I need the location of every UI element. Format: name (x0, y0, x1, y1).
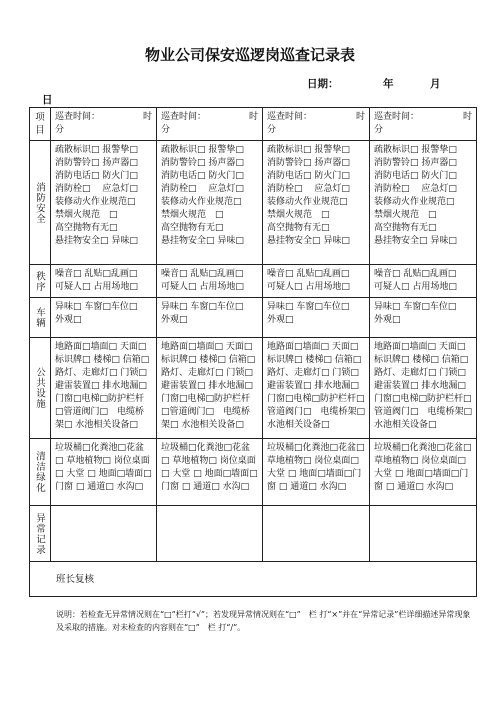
row-header-vehicle: 车辆 (30, 298, 51, 338)
hour-unit-label: 时 (462, 112, 472, 122)
inspection-time-label: 巡查时间： (55, 112, 101, 122)
inspection-time-label-row (374, 111, 472, 124)
check-cell-clean[interactable] (157, 439, 263, 506)
check-cell-clean[interactable] (51, 439, 157, 506)
checklist-line: 禁烟火规范 □ (55, 210, 118, 220)
hour-unit-label: 时 (142, 112, 152, 122)
checklist-line: 外观□ (161, 315, 188, 325)
date-month-label: 月 (430, 78, 441, 90)
check-cell-vehicle[interactable] (51, 298, 157, 338)
checklist-line: 地路面□墙面□ 天面□ 标识牌□ 楼梯□ 信箱□ 路灯、走廊灯□ 门锁□ 避雷装置□ 排水地漏□ 门窗□电梯□防护栏杆□管道阀门□ 电缆桥架□ 水池相关设备□ (55, 342, 150, 430)
checklist-line: 悬挂物安全□ 异味□ (267, 236, 350, 246)
checklist-line: 垃圾桶□化粪池□花盆□ 草地植物□ 岗位桌面□ 大堂 □ 地面□墙面□门窗 □ 通道□ 水沟□ (55, 443, 152, 492)
checklist-line: 地路面□墙面□ 天面□ 标识牌□ 楼梯□ 信箱□ 路灯、走廊灯□ 门锁□ 避雷装置□ 排水地漏□ 门窗□电梯□防护栏杆□管道阀门□ 电缆桥架□ 水池相关设备□ (161, 342, 256, 430)
time-cell[interactable] (370, 108, 477, 141)
table-row (30, 439, 477, 506)
check-cell-abnormal[interactable] (370, 506, 477, 562)
checklist-line: 悬挂物安全□ 异味□ (55, 236, 138, 246)
checklist-line: 装修动火作业规范□ (374, 197, 455, 207)
minute-unit-label: 分 (267, 125, 277, 135)
checklist-line: 噪音□ 乱贴□乱画□ (161, 269, 244, 279)
page-title: 物业公司保安巡逻岗巡查记录表 (144, 46, 355, 64)
checklist-line: 消防警铃□ 扬声器□ (374, 158, 457, 168)
checklist-line: 疏散标识□ 报警挚□ (161, 145, 244, 155)
checklist-line: 消防栓□ 应急灯□ (161, 184, 244, 194)
check-cell-abnormal[interactable] (51, 506, 157, 562)
check-cell-fire[interactable] (157, 141, 263, 265)
supervisor-review-label: 班长复核 (30, 562, 477, 597)
checklist-line: 高空抛物有无□ (267, 223, 330, 233)
time-cell[interactable] (263, 108, 370, 141)
check-cell-order[interactable] (157, 265, 263, 298)
supervisor-row (30, 562, 477, 597)
checklist-line: 噪音□ 乱贴□乱画□ (55, 269, 138, 279)
check-cell-facility[interactable] (157, 338, 263, 439)
table-row (30, 141, 477, 265)
table-header-row (30, 108, 477, 141)
check-cell-order[interactable] (263, 265, 370, 298)
inspection-time-label: 巡查时间： (374, 112, 420, 122)
checklist-line: 高空抛物有无□ (161, 223, 224, 233)
checklist-line: 可疑人□ 占用场地□ (374, 282, 457, 292)
date-day-label: 日 (42, 94, 53, 106)
checklist-line: 异味□ 车窗□车位□ (374, 302, 457, 312)
checklist-line: 禁烟火规范 □ (267, 210, 330, 220)
checklist-line: 消防电话□ 防火门□ (161, 171, 244, 181)
row-header-fire: 消防安全 (30, 141, 51, 265)
check-cell-facility[interactable] (51, 338, 157, 439)
table-row (30, 338, 477, 439)
check-cell-clean[interactable] (263, 439, 370, 506)
column-header-item: 项目 (30, 108, 51, 141)
checklist-line: 禁烟火规范 □ (374, 210, 437, 220)
checklist-line: 异味□ 车窗□车位□ (267, 302, 350, 312)
hour-unit-label: 时 (355, 112, 365, 122)
date-year-label: 年 (383, 78, 394, 90)
checklist-line: 消防电话□ 防火门□ (55, 171, 138, 181)
check-cell-vehicle[interactable] (263, 298, 370, 338)
checklist-line: 垃圾桶□化粪池□花盆□ 草地植物□ 岗位桌面□ 大堂 □ 地面□墙面□门窗 □ 通道□ 水沟□ (267, 443, 365, 492)
checklist-line: 消防电话□ 防火门□ (267, 171, 350, 181)
checklist-line: 装修动火作业规范□ (267, 197, 348, 207)
checklist-line: 装修动火作业规范□ (55, 197, 136, 207)
check-cell-vehicle[interactable] (370, 298, 477, 338)
inspection-time-label-row (267, 111, 365, 124)
checklist-line: 消防警铃□ 扬声器□ (267, 158, 350, 168)
checklist-line: 垃圾桶□化粪池□花盆□ 草地植物□ 岗位桌面□ 大堂 □ 地面□墙面□门窗 □ 通道□ 水沟□ (161, 443, 258, 492)
table-row (30, 265, 477, 298)
checklist-line: 疏散标识□ 报警挚□ (267, 145, 350, 155)
checklist-line: 噪音□ 乱贴□乱画□ (374, 269, 457, 279)
check-cell-clean[interactable] (370, 439, 477, 506)
checklist-line: 消防栓□ 应急灯□ (55, 184, 138, 194)
checklist-line: 悬挂物安全□ 异味□ (161, 236, 244, 246)
checklist-line: 可疑人□ 占用场地□ (161, 282, 244, 292)
checklist-line: 地路面□墙面□ 天面□ 标识牌□ 楼梯□ 信箱□ 路灯、走廊灯□ 门锁□ 避雷装置□ 排水地漏□ 门窗□电梯□防护栏杆□管道阀门□ 电缆桥架□ 水池相关设备□ (267, 342, 366, 430)
check-cell-fire[interactable] (51, 141, 157, 265)
checklist-line: 地路面□墙面□ 天面□ 标识牌□ 楼梯□ 信箱□ 路灯、走廊灯□ 门锁□ 避雷装置□ 排水地漏□ 门窗□电梯□防护栏杆□管道阀门□ 电缆桥架□ 水池相关设备□ (374, 342, 473, 430)
checklist-line: 高空抛物有无□ (55, 223, 118, 233)
minute-unit-label: 分 (55, 125, 65, 135)
date-label: 日期： (307, 78, 339, 90)
check-cell-fire[interactable] (263, 141, 370, 265)
checklist-line: 外观□ (55, 315, 82, 325)
checklist-line: 可疑人□ 占用场地□ (267, 282, 350, 292)
check-cell-fire[interactable] (370, 141, 477, 265)
row-header-abnormal: 异常记录 (30, 506, 51, 562)
inspection-time-label: 巡查时间： (267, 112, 313, 122)
row-header-order: 秩序 (30, 265, 51, 298)
checklist-line: 疏散标识□ 报警挚□ (374, 145, 457, 155)
minute-unit-label: 分 (161, 125, 171, 135)
check-cell-facility[interactable] (370, 338, 477, 439)
checklist-line: 悬挂物安全□ 异味□ (374, 236, 457, 246)
time-cell[interactable] (51, 108, 157, 141)
inspection-table (29, 107, 477, 597)
checklist-line: 消防栓□ 应急灯□ (267, 184, 350, 194)
check-cell-facility[interactable] (263, 338, 370, 439)
checklist-line: 疏散标识□ 报警挚□ (55, 145, 138, 155)
check-cell-order[interactable] (370, 265, 477, 298)
row-header-clean: 清洁绿化 (30, 439, 51, 506)
checklist-line: 噪音□ 乱贴□乱画□ (267, 269, 350, 279)
inspection-time-label: 巡查时间： (161, 112, 207, 122)
checklist-line: 高空抛物有无□ (374, 223, 437, 233)
checklist-line: 异味□ 车窗□车位□ (161, 302, 244, 312)
check-cell-order[interactable] (51, 265, 157, 298)
check-cell-abnormal[interactable] (157, 506, 263, 562)
check-cell-abnormal[interactable] (263, 506, 370, 562)
inspection-time-label-row (161, 111, 258, 124)
table-row (30, 298, 477, 338)
row-header-facility: 公共设施 (30, 338, 51, 439)
check-cell-vehicle[interactable] (157, 298, 263, 338)
checklist-line: 消防电话□ 防火门□ (374, 171, 457, 181)
checklist-line: 消防警铃□ 扬声器□ (161, 158, 244, 168)
checklist-line: 垃圾桶□化粪池□花盆□ 草地植物□ 岗位桌面□ 大堂 □ 地面□墙面□门窗 □ 通道□ 水沟□ (374, 443, 472, 492)
checklist-line: 禁烟火规范 □ (161, 210, 224, 220)
checklist-line: 外观□ (374, 315, 401, 325)
checklist-line: 装修动火作业规范□ (161, 197, 242, 207)
checklist-line: 异味□ 车窗□车位□ (55, 302, 138, 312)
remark-note: 说明：若检查无异常情况则在“□”栏打“√”；若发现异常情况则在“□” 栏 打“×”并在“异常记录”栏详细描述异常现象及采取的措施。对未检查的内容则在“□” 栏 打“/”。 (56, 610, 471, 632)
inspection-time-label-row (55, 111, 152, 124)
hour-unit-label: 时 (248, 112, 258, 122)
checklist-line: 外观□ (267, 315, 294, 325)
time-cell[interactable] (157, 108, 263, 141)
checklist-line: 消防栓□ 应急灯□ (374, 184, 457, 194)
table-row (30, 506, 477, 562)
minute-unit-label: 分 (374, 125, 384, 135)
checklist-line: 可疑人□ 占用场地□ (55, 282, 138, 292)
checklist-line: 消防警铃□ 扬声器□ (55, 158, 138, 168)
